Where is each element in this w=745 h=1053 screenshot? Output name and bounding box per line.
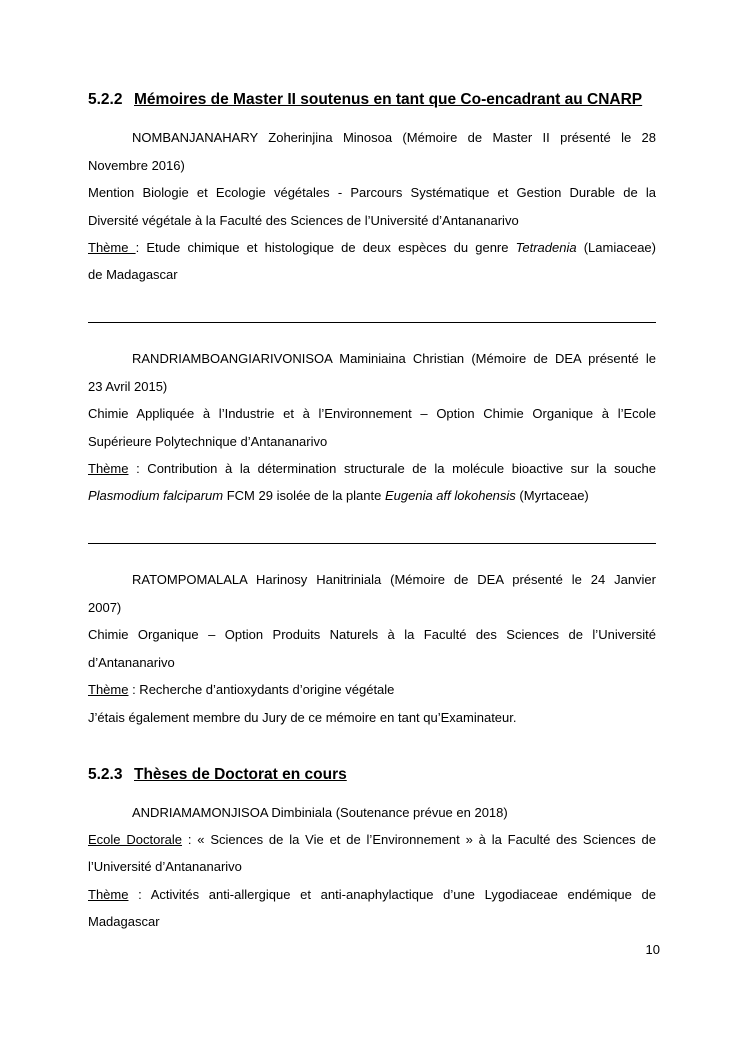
section-heading-5-2-3: [88, 766, 347, 784]
entry-line: Novembre 2016): [88, 158, 185, 173]
entry-line: d’Antananarivo: [88, 655, 175, 670]
theme-label: Thème: [88, 682, 129, 697]
theme-italic: Eugenia aff lokohensis: [384, 488, 516, 503]
separator-rule: [88, 322, 656, 323]
theme-text: : Recherche d’antioxydants d’origine végétale: [128, 682, 395, 697]
school-text: : « Sciences de la Vie et de l’Environnement » à la Faculté des Sciences de: [182, 832, 656, 847]
page-number: 10: [645, 942, 660, 957]
theme-line: [88, 680, 656, 700]
theme-line: [88, 486, 656, 506]
entry-line: NOMBANJANAHARY Zoherinjina Minosoa (Mémoire de Master II présenté le 28: [132, 130, 656, 145]
theme-italic: Plasmodium falciparum: [88, 488, 224, 503]
theme-text: : Etude chimique et histologique de deux espèces du genre: [135, 240, 516, 255]
theme-label: Thème: [88, 887, 129, 902]
school-line: l’Université d’Antananarivo: [88, 859, 242, 874]
entry-line: Chimie Organique – Option Produits Naturels à la Faculté des Sciences de l’Université: [88, 627, 656, 642]
theme-line: [88, 459, 656, 479]
separator-rule: [88, 543, 656, 544]
jury-note: J’étais également membre du Jury de ce mémoire en tant qu’Examinateur.: [88, 710, 517, 725]
school-label: Ecole Doctorale: [88, 832, 182, 847]
entry-line: Chimie Appliquée à l’Industrie et à l’Environnement – Option Chimie Organique à l’Ecole: [88, 406, 656, 421]
entry-line: 2007): [88, 600, 122, 615]
section-title: Thèses de Doctorat en cours: [134, 766, 347, 783]
theme-line: de Madagascar: [88, 267, 178, 282]
entry-line: 23 Avril 2015): [88, 379, 168, 394]
entry-line: RANDRIAMBOANGIARIVONISOA Maminiaina Christian (Mémoire de DEA présenté le: [132, 351, 656, 366]
theme-label: Thème: [88, 240, 136, 255]
section-heading-5-2-2: [88, 91, 642, 109]
theme-line: [88, 238, 656, 258]
entry-line: Diversité végétale à la Faculté des Sciences de l’Université d’Antananarivo: [88, 213, 519, 228]
theme-text: (Lamiaceae): [576, 240, 656, 255]
theme-text: : Activités anti-allergique et anti-anaphylactique d’une Lygodiaceae endémique de: [128, 887, 656, 902]
entry-line: ANDRIAMAMONJISOA Dimbiniala (Soutenance prévue en 2018): [132, 805, 508, 820]
theme-text: FCM 29 isolée de la plante: [223, 488, 385, 503]
theme-text: : Contribution à la détermination structurale de la molécule bioactive sur la souche: [128, 461, 656, 476]
theme-text: (Myrtaceae): [515, 488, 589, 503]
theme-line: Madagascar: [88, 914, 160, 929]
theme-label: Thème: [88, 461, 129, 476]
entry-line: Mention Biologie et Ecologie végétales - Parcours Systématique et Gestion Durable de la: [88, 185, 656, 200]
theme-line: [88, 885, 656, 905]
school-line: [88, 830, 656, 850]
section-title: Mémoires de Master II soutenus en tant que Co-encadrant au CNARP: [134, 91, 643, 108]
section-number: 5.2.3: [88, 766, 123, 783]
section-number: 5.2.2: [88, 91, 123, 108]
entry-line: RATOMPOMALALA Harinosy Hanitriniala (Mémoire de DEA présenté le 24 Janvier: [132, 572, 656, 587]
theme-italic: Tetradenia: [515, 240, 577, 255]
entry-line: Supérieure Polytechnique d’Antananarivo: [88, 434, 328, 449]
